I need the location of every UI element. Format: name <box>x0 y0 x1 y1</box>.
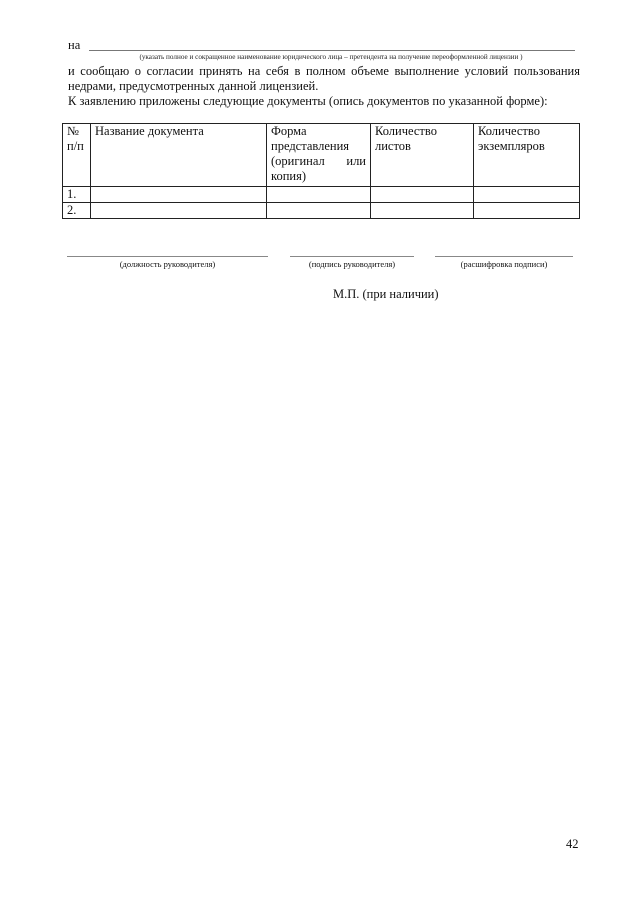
paragraph-line-1: и сообщаю о согласии принять на себя в полном объеме выполнение условий пользования <box>68 64 580 78</box>
paragraph-line-2: недрами, предусмотренных данной лицензией. <box>68 79 319 93</box>
header-form-line1: Форма <box>271 124 307 138</box>
row-form-cell[interactable] <box>267 187 371 203</box>
table-header-row <box>63 124 580 187</box>
recipient-fill-line <box>89 50 575 51</box>
header-copies-line1: Количество <box>478 124 540 138</box>
signature-position-label: (должность руководителя) <box>67 256 268 269</box>
row-num: 2. <box>63 203 91 219</box>
header-copies <box>474 124 580 187</box>
header-form-line4: копия) <box>271 169 306 183</box>
row-name-cell[interactable] <box>91 187 267 203</box>
stamp-placeholder: М.П. (при наличии) <box>333 287 439 301</box>
row-copies-cell[interactable] <box>474 203 580 219</box>
header-num-line1: № <box>67 124 79 138</box>
header-num <box>63 124 91 187</box>
recipient-hint: (указать полное и сокращенное наименование юридического лица – претендента на получение переоформленной лицензии ) <box>139 53 523 61</box>
row-num: 1. <box>63 187 91 203</box>
row-form-cell[interactable] <box>267 203 371 219</box>
header-sheets <box>371 124 474 187</box>
header-form-line2: представления <box>271 139 350 153</box>
header-sheets-line2: листов <box>375 139 411 153</box>
documents-table <box>62 123 580 219</box>
header-copies-line2: экземпляров <box>478 139 545 153</box>
paragraph-line-3: К заявлению приложены следующие документы (опись документов по указанной форме): <box>68 94 548 108</box>
row-name-cell[interactable] <box>91 203 267 219</box>
table-row <box>63 203 580 219</box>
table-row <box>63 187 580 203</box>
header-name: Название документа <box>91 124 267 187</box>
header-form <box>267 124 371 187</box>
signature-decoding-label: (расшифровка подписи) <box>435 256 573 269</box>
header-num-line2: п/п <box>67 139 84 153</box>
header-sheets-line1: Количество <box>375 124 437 138</box>
row-copies-cell[interactable] <box>474 187 580 203</box>
row-sheets-cell[interactable] <box>371 187 474 203</box>
page-number: 42 <box>566 837 579 851</box>
recipient-line <box>68 38 80 53</box>
consent-paragraph <box>68 64 580 109</box>
signature-sign-label: (подпись руководителя) <box>290 256 414 269</box>
header-form-line3: (оригинал или <box>271 154 366 168</box>
row-sheets-cell[interactable] <box>371 203 474 219</box>
recipient-prefix: на <box>68 38 81 52</box>
